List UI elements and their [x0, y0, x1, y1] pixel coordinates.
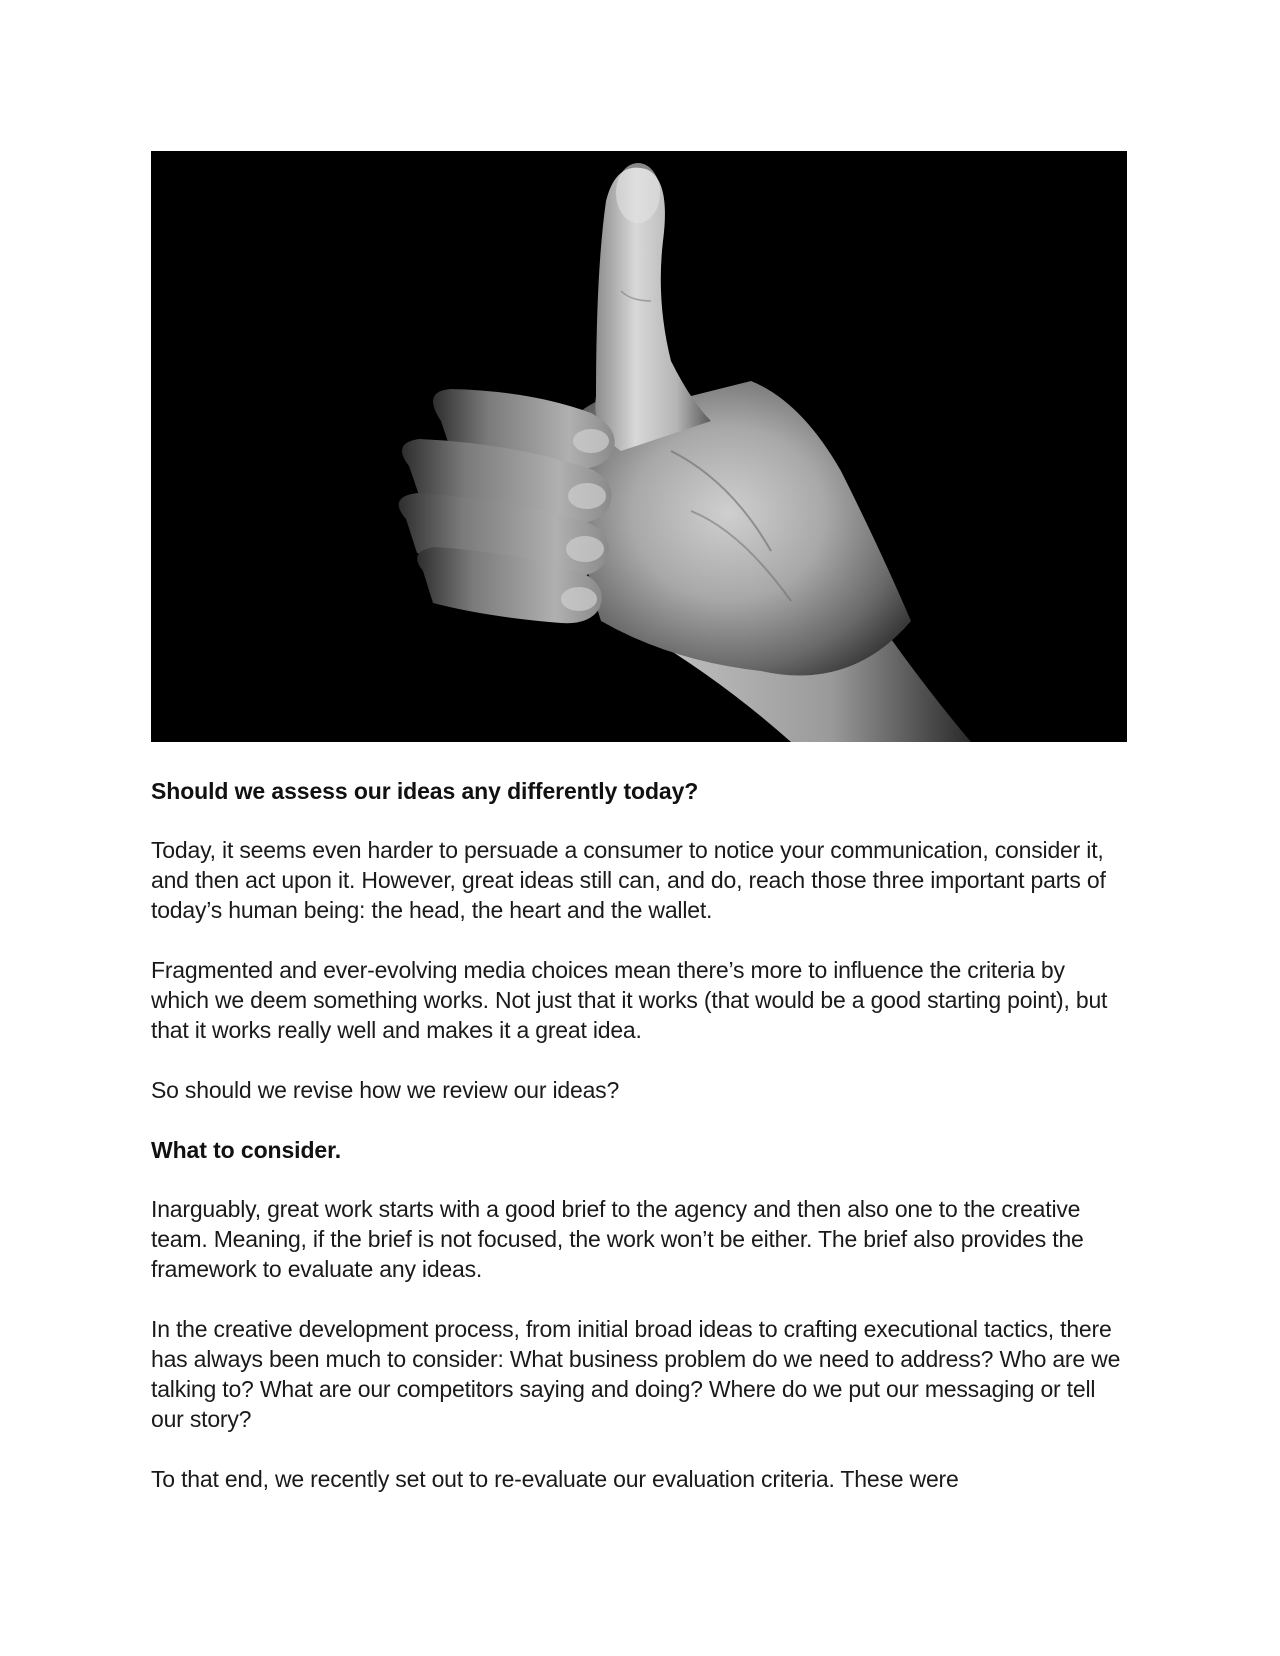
paragraph: Inarguably, great work starts with a good brief to the agency and then also one to the creative team. Meaning, if the brief is not focused, the work won’t be either. The brief also provides the framework to evaluate any ideas. — [151, 1196, 1084, 1282]
thumbs-up-photo — [151, 151, 1127, 742]
thumbs-up-icon — [151, 151, 1127, 742]
paragraph: To that end, we recently set out to re-evaluate our evaluation criteria. These were — [151, 1466, 959, 1492]
article-body — [151, 776, 1127, 1494]
paragraph: So should we revise how we review our ideas? — [151, 1077, 620, 1103]
document-page — [151, 151, 1127, 1494]
paragraph: In the creative development process, from initial broad ideas to crafting executional tactics, there has always been much to consider: What business problem do we need to address? Who are we talking to? What are our competitors saying and doing? Where do we put our messaging or tell our story? — [151, 1316, 1121, 1432]
section-heading: What to consider. — [151, 1137, 341, 1163]
paragraph: Today, it seems even harder to persuade a consumer to notice your communication, consider it, and then act upon it. However, great ideas still can, and do, reach those three important parts of today’s human being: the head, the heart and the wallet. — [151, 837, 1106, 923]
section-heading: Should we assess our ideas any differently today? — [151, 778, 699, 804]
paragraph: Fragmented and ever-evolving media choices mean there’s more to influence the criteria by which we deem something works. Not just that it works (that would be a good starting point), but that it works really well and makes it a great idea. — [151, 957, 1108, 1043]
